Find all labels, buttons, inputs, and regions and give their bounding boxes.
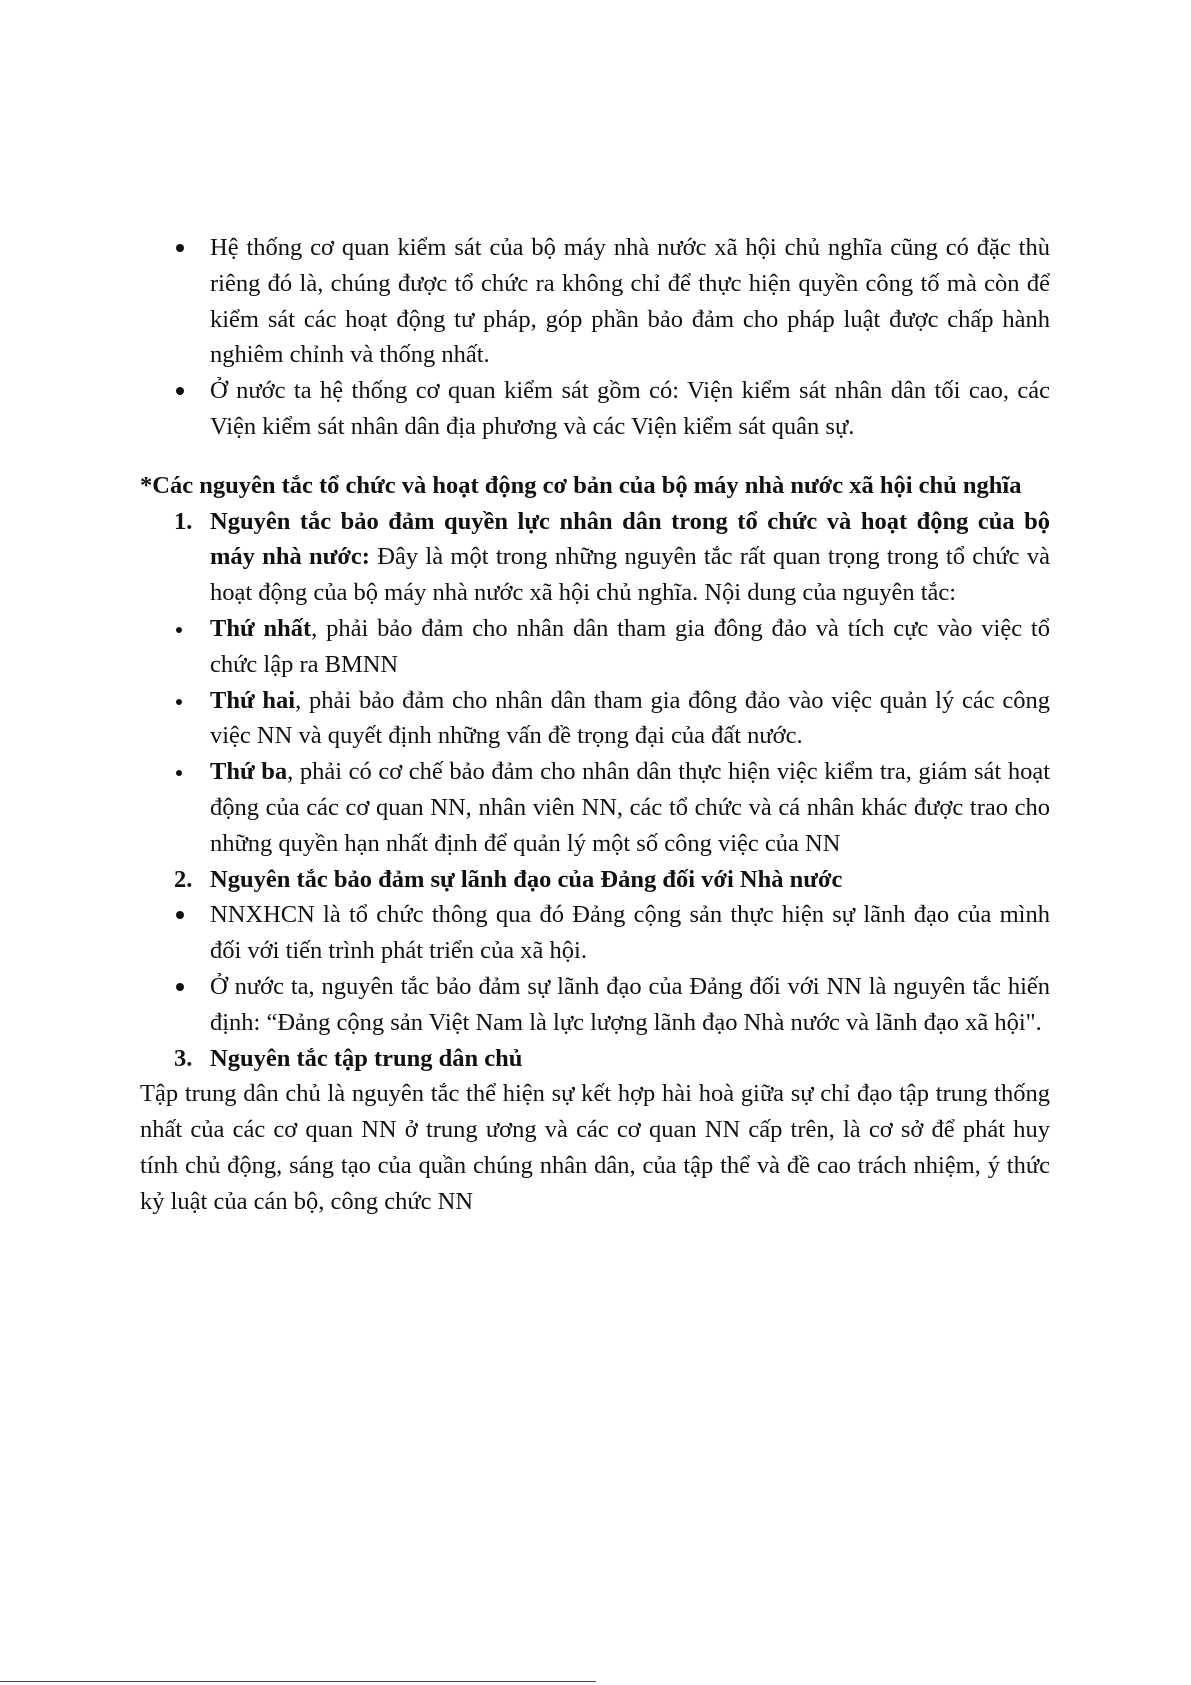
bullet-icon — [176, 627, 182, 633]
list-item: Ở nước ta, nguyên tắc bảo đảm sự lãnh đạo của Đảng đối với NN là nguyên tắc hiến định: “Đảng cộng sản Việt Nam là lực lượng lãnh đạo Nhà nước và lãnh đạo xã hội". — [140, 969, 1050, 1041]
section-heading: *Các nguyên tắc tổ chức và hoạt động cơ bản của bộ máy nhà nước xã hội chủ nghĩa — [140, 471, 1022, 499]
footer-divider — [0, 1681, 596, 1682]
principle-number: 2. — [174, 865, 193, 893]
principle-number: 3. — [174, 1044, 193, 1072]
principle-title: Nguyên tắc bảo đảm sự lãnh đạo của Đảng đối với Nhà nước — [210, 865, 843, 893]
bullet-icon — [176, 983, 184, 991]
bullet-icon — [176, 244, 184, 252]
document-page — [140, 230, 1050, 1220]
list-item: Ở nước ta hệ thống cơ quan kiểm sát gồm có: Viện kiểm sát nhân dân tối cao, các Viện kiểm sát nhân dân địa phương và các Viện kiểm sát quân sự. — [140, 373, 1050, 445]
bullet-icon — [176, 911, 184, 919]
bullet-icon — [176, 387, 184, 395]
principle-title: Nguyên tắc bảo đảm quyền lực nhân dân trong tổ chức và hoạt động của bộ máy nhà nước: — [210, 507, 1050, 571]
principle-2 — [140, 862, 1050, 898]
list-item: NNXHCN là tổ chức thông qua đó Đảng cộng sản thực hiện sự lãnh đạo của mình đối với tiến trình phát triển của xã hội. — [140, 897, 1050, 969]
bullet-icon — [176, 770, 182, 776]
list-item: Thứ ba, phải có cơ chế bảo đảm cho nhân dân thực hiện việc kiểm tra, giám sát hoạt động của các cơ quan NN, nhân viên NN, các tổ chức và cá nhân khác được trao cho những quyền hạn nhất định để quản lý một số công việc của NN — [140, 754, 1050, 861]
principle-text: Đây là một trong những nguyên tắc rất quan trọng trong tổ chức và hoạt động của bộ máy nhà nước xã hội chủ nghĩa. Nội dung của nguyên tắc: — [210, 543, 1050, 607]
principle-3 — [140, 1041, 1050, 1077]
bullet-icon — [176, 699, 182, 705]
list-item: Thứ nhất, phải bảo đảm cho nhân dân tham gia đông đảo và tích cực vào việc tổ chức lập ra BMNN — [140, 611, 1050, 683]
list-item: Thứ hai, phải bảo đảm cho nhân dân tham gia đông đảo vào việc quản lý các công việc NN và quyết định những vấn đề trọng đại của đất nước. — [140, 683, 1050, 755]
list-item: Hệ thống cơ quan kiểm sát của bộ máy nhà nước xã hội chủ nghĩa cũng có đặc thù riêng đó là, chúng được tổ chức ra không chỉ để thực hiện quyền công tố mà còn để kiểm sát các hoạt động tư pháp, góp phần bảo đảm cho pháp luật được chấp hành nghiêm chỉnh và thống nhất. — [140, 230, 1050, 373]
principle-paragraph: Tập trung dân chủ là nguyên tắc thể hiện sự kết hợp hài hoà giữa sự chỉ đạo tập trung thống nhất của các cơ quan NN ở trung ương và các cơ quan NN cấp trên, là cơ sở để phát huy tính chủ động, sáng tạo của quần chúng nhân dân, của tập thể và đề cao trách nhiệm, ý thức kỷ luật của cán bộ, công chức NN — [140, 1080, 1050, 1215]
principle-number: 1. — [174, 507, 193, 535]
principle-title: Nguyên tắc tập trung dân chủ — [210, 1044, 523, 1072]
principle-1 — [140, 504, 1050, 611]
